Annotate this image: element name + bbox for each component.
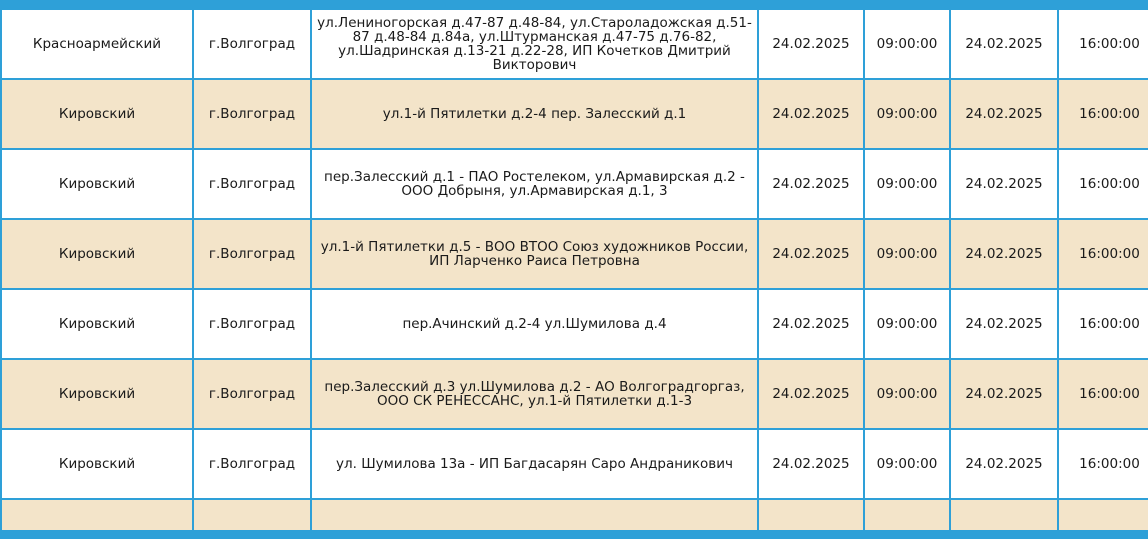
district-cell: Кировский [1,359,193,429]
start-time-cell: 09:00:00 [864,359,950,429]
district-cell: Красноармейский [1,9,193,79]
start-time-cell: 09:00:00 [864,9,950,79]
start-time-cell: 09:00:00 [864,149,950,219]
table-top-border [0,0,1148,8]
table-row [1,79,1148,149]
table-row [1,9,1148,79]
end-time-cell: 16:00:00 [1058,149,1148,219]
end-time-cell: 16:00:00 [1058,359,1148,429]
end-date-cell: 24.02.2025 [950,289,1058,359]
empty-cell [311,499,758,531]
outage-table-body [1,9,1148,531]
end-date-cell: 24.02.2025 [950,9,1058,79]
end-time-cell: 16:00:00 [1058,219,1148,289]
empty-cell [1058,499,1148,531]
end-date-cell: 24.02.2025 [950,149,1058,219]
address-cell: пер.Залесский д.3 ул.Шумилова д.2 - АО Волгоградгоргаз, ООО СК РЕНЕССАНС, ул.1-й Пятилетки д.1-3 [311,359,758,429]
end-time-cell: 16:00:00 [1058,79,1148,149]
city-cell: г.Волгоград [193,9,311,79]
address-cell: ул.1-й Пятилетки д.2-4 пер. Залесский д.1 [311,79,758,149]
start-date-cell: 24.02.2025 [758,219,864,289]
outage-table [0,8,1148,532]
empty-cell [1,499,193,531]
start-date-cell: 24.02.2025 [758,359,864,429]
address-cell: пер.Залесский д.1 - ПАО Ростелеком, ул.Армавирская д.2 - ООО Добрыня, ул.Армавирская д.1, 3 [311,149,758,219]
city-cell: г.Волгоград [193,359,311,429]
end-date-cell: 24.02.2025 [950,79,1058,149]
start-date-cell: 24.02.2025 [758,9,864,79]
end-date-cell: 24.02.2025 [950,219,1058,289]
district-cell: Кировский [1,79,193,149]
empty-cell [950,499,1058,531]
empty-cell [864,499,950,531]
empty-cell [758,499,864,531]
end-time-cell: 16:00:00 [1058,9,1148,79]
table-row [1,219,1148,289]
start-date-cell: 24.02.2025 [758,289,864,359]
city-cell: г.Волгоград [193,149,311,219]
end-date-cell: 24.02.2025 [950,429,1058,499]
end-time-cell: 16:00:00 [1058,289,1148,359]
table-row [1,149,1148,219]
city-cell: г.Волгоград [193,219,311,289]
district-cell: Кировский [1,429,193,499]
district-cell: Кировский [1,219,193,289]
table-row [1,359,1148,429]
start-date-cell: 24.02.2025 [758,429,864,499]
table-row-partial [1,499,1148,531]
district-cell: Кировский [1,149,193,219]
end-time-cell: 16:00:00 [1058,429,1148,499]
city-cell: г.Волгоград [193,429,311,499]
city-cell: г.Волгоград [193,79,311,149]
empty-cell [193,499,311,531]
address-cell: пер.Ачинский д.2-4 ул.Шумилова д.4 [311,289,758,359]
start-time-cell: 09:00:00 [864,79,950,149]
table-row [1,429,1148,499]
start-time-cell: 09:00:00 [864,219,950,289]
address-cell: ул.Лениногорская д.47-87 д.48-84, ул.Староладожская д.51-87 д.48-84 д.84а, ул.Штурманская д.47-75 д.76-82, ул.Шадринская д.13-21 д.22-28, ИП Кочетков Дмитрий Викторович [311,9,758,79]
start-date-cell: 24.02.2025 [758,149,864,219]
address-cell: ул.1-й Пятилетки д.5 - ВОО ВТОО Союз художников России, ИП Ларченко Раиса Петровна [311,219,758,289]
start-time-cell: 09:00:00 [864,289,950,359]
address-cell: ул. Шумилова 13а - ИП Багдасарян Саро Андраникович [311,429,758,499]
district-cell: Кировский [1,289,193,359]
end-date-cell: 24.02.2025 [950,359,1058,429]
table-row [1,289,1148,359]
start-time-cell: 09:00:00 [864,429,950,499]
start-date-cell: 24.02.2025 [758,79,864,149]
city-cell: г.Волгоград [193,289,311,359]
